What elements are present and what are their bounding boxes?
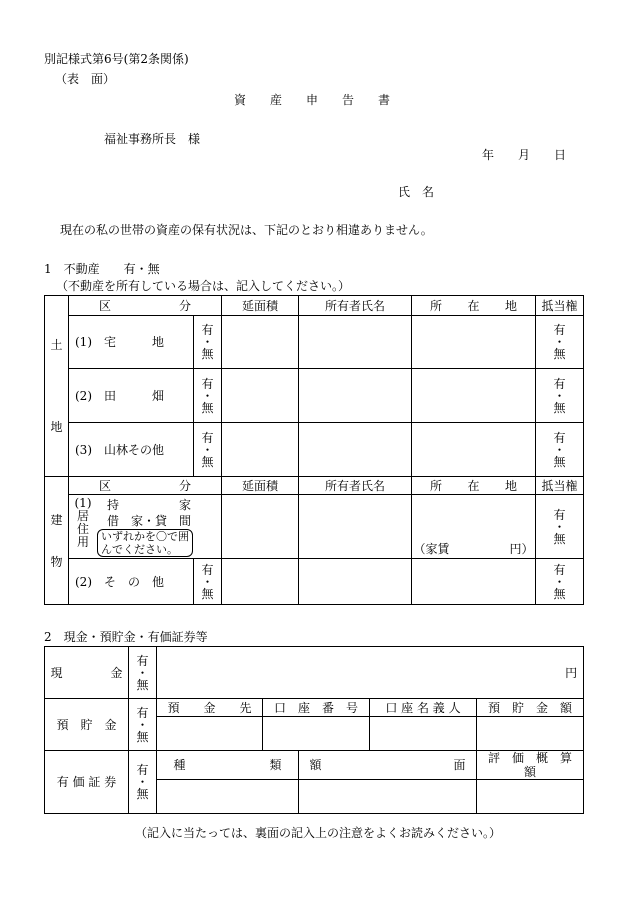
- declaration: 現在の私の世帯の資産の保有状況は、下記のとおり相違ありません。: [60, 223, 433, 237]
- land-category: (3) 山林その他: [69, 423, 194, 477]
- own-house-option[interactable]: 持 家: [107, 498, 192, 512]
- building-category: (2) そ の 他: [69, 559, 194, 605]
- col-mortgage: 抵当権: [536, 477, 584, 495]
- owner-cell[interactable]: [299, 369, 412, 423]
- col-type: 種 類: [157, 751, 299, 780]
- col-floor-area: 延面積: [222, 477, 299, 495]
- umu-toggle[interactable]: 有 ・ 無: [194, 423, 222, 477]
- floor-area-cell[interactable]: [222, 495, 299, 559]
- umu-toggle[interactable]: 有 ・ 無: [194, 369, 222, 423]
- land-label: 土 地: [45, 296, 69, 477]
- section1-heading: 1 不動産 有・無: [44, 262, 160, 276]
- col-owner: 所有者氏名: [299, 296, 412, 316]
- col-category: 区 分: [69, 296, 222, 316]
- residence-category: [69, 495, 222, 559]
- face-value-cell[interactable]: [299, 780, 477, 814]
- table-row: [45, 559, 584, 605]
- section1-note: （不動産を所有している場合は、記入してください。）: [56, 279, 351, 293]
- umu-toggle[interactable]: 有 ・ 無: [129, 699, 157, 751]
- table-row: [45, 369, 584, 423]
- location-cell[interactable]: [412, 423, 536, 477]
- circle-note: いずれかを〇で囲 んでください。: [97, 529, 193, 557]
- col-location: 所 在 地: [412, 477, 536, 495]
- deposit-amount-cell[interactable]: [477, 717, 584, 751]
- deposit-label: 預 貯 金: [45, 699, 129, 751]
- assets-table: [44, 646, 584, 814]
- col-location: 所 在 地: [412, 296, 536, 316]
- location-cell[interactable]: [412, 559, 536, 605]
- owner-cell[interactable]: [299, 559, 412, 605]
- building-label: 建 物: [45, 477, 69, 605]
- mortgage-toggle[interactable]: 有 ・ 無: [536, 369, 584, 423]
- umu-toggle[interactable]: 有 ・ 無: [194, 316, 222, 369]
- name-label: 氏 名: [398, 185, 435, 199]
- owner-cell[interactable]: [299, 495, 412, 559]
- real-estate-table: [44, 295, 584, 605]
- account-number-cell[interactable]: [263, 717, 370, 751]
- owner-cell[interactable]: [299, 423, 412, 477]
- col-bank: 預 金 先: [157, 699, 263, 717]
- floor-area-cell[interactable]: [222, 369, 299, 423]
- table-row: [45, 495, 584, 559]
- col-estimate: 評 価 概 算 額: [477, 751, 584, 780]
- owner-cell[interactable]: [299, 316, 412, 369]
- col-account-number: 口 座 番 号: [263, 699, 370, 717]
- umu-toggle[interactable]: 有 ・ 無: [129, 751, 157, 814]
- location-cell[interactable]: [412, 369, 536, 423]
- mortgage-toggle[interactable]: 有 ・ 無: [536, 559, 584, 605]
- land-category: (2) 田 畑: [69, 369, 194, 423]
- rent-house-option[interactable]: 借 家・貸 間: [107, 514, 192, 528]
- col-mortgage: 抵当権: [536, 296, 584, 316]
- form-number: 別記様式第6号(第2条関係): [44, 52, 189, 66]
- col-floor-area: 延面積: [222, 296, 299, 316]
- cash-row: [45, 647, 584, 699]
- account-holder-cell[interactable]: [370, 717, 477, 751]
- estimate-cell[interactable]: [477, 780, 584, 814]
- residence-label: (1) 居 住 用: [74, 496, 92, 549]
- side-label: （表 面）: [55, 72, 116, 86]
- col-account-holder: 口 座 名 義 人: [370, 699, 477, 717]
- col-category: 区 分: [69, 477, 222, 495]
- floor-area-cell[interactable]: [222, 559, 299, 605]
- cash-label: 現 金: [45, 647, 129, 699]
- footer-note: （記入に当たっては、裏面の記入上の注意をよくお読みください。）: [135, 826, 502, 840]
- col-deposit-amount: 預 貯 金 額: [477, 699, 584, 717]
- bank-cell[interactable]: [157, 717, 263, 751]
- col-owner: 所有者氏名: [299, 477, 412, 495]
- umu-toggle[interactable]: 有 ・ 無: [129, 647, 157, 699]
- col-face-value: 額 面: [299, 751, 477, 780]
- mortgage-toggle[interactable]: 有 ・ 無: [536, 423, 584, 477]
- page-title: 資 産 申 告 書: [234, 93, 391, 107]
- floor-area-cell[interactable]: [222, 316, 299, 369]
- land-category: (1) 宅 地: [69, 316, 194, 369]
- umu-toggle[interactable]: 有 ・ 無: [194, 559, 222, 605]
- mortgage-toggle[interactable]: 有 ・ 無: [536, 316, 584, 369]
- table-row: [45, 423, 584, 477]
- cash-amount[interactable]: 円: [157, 647, 584, 699]
- type-cell[interactable]: [157, 780, 299, 814]
- table-row: [45, 316, 584, 369]
- securities-label: 有 価 証 券: [45, 751, 129, 814]
- addressee: 福祉事務所長 様: [104, 132, 201, 146]
- location-cell[interactable]: [412, 316, 536, 369]
- date-field[interactable]: 年 月 日: [482, 148, 567, 162]
- floor-area-cell[interactable]: [222, 423, 299, 477]
- rent-field[interactable]: （家賃 円）: [413, 542, 534, 556]
- location-cell[interactable]: [412, 495, 536, 559]
- mortgage-toggle[interactable]: 有 ・ 無: [536, 495, 584, 559]
- section2-heading: 2 現金・預貯金・有価証券等: [44, 630, 208, 644]
